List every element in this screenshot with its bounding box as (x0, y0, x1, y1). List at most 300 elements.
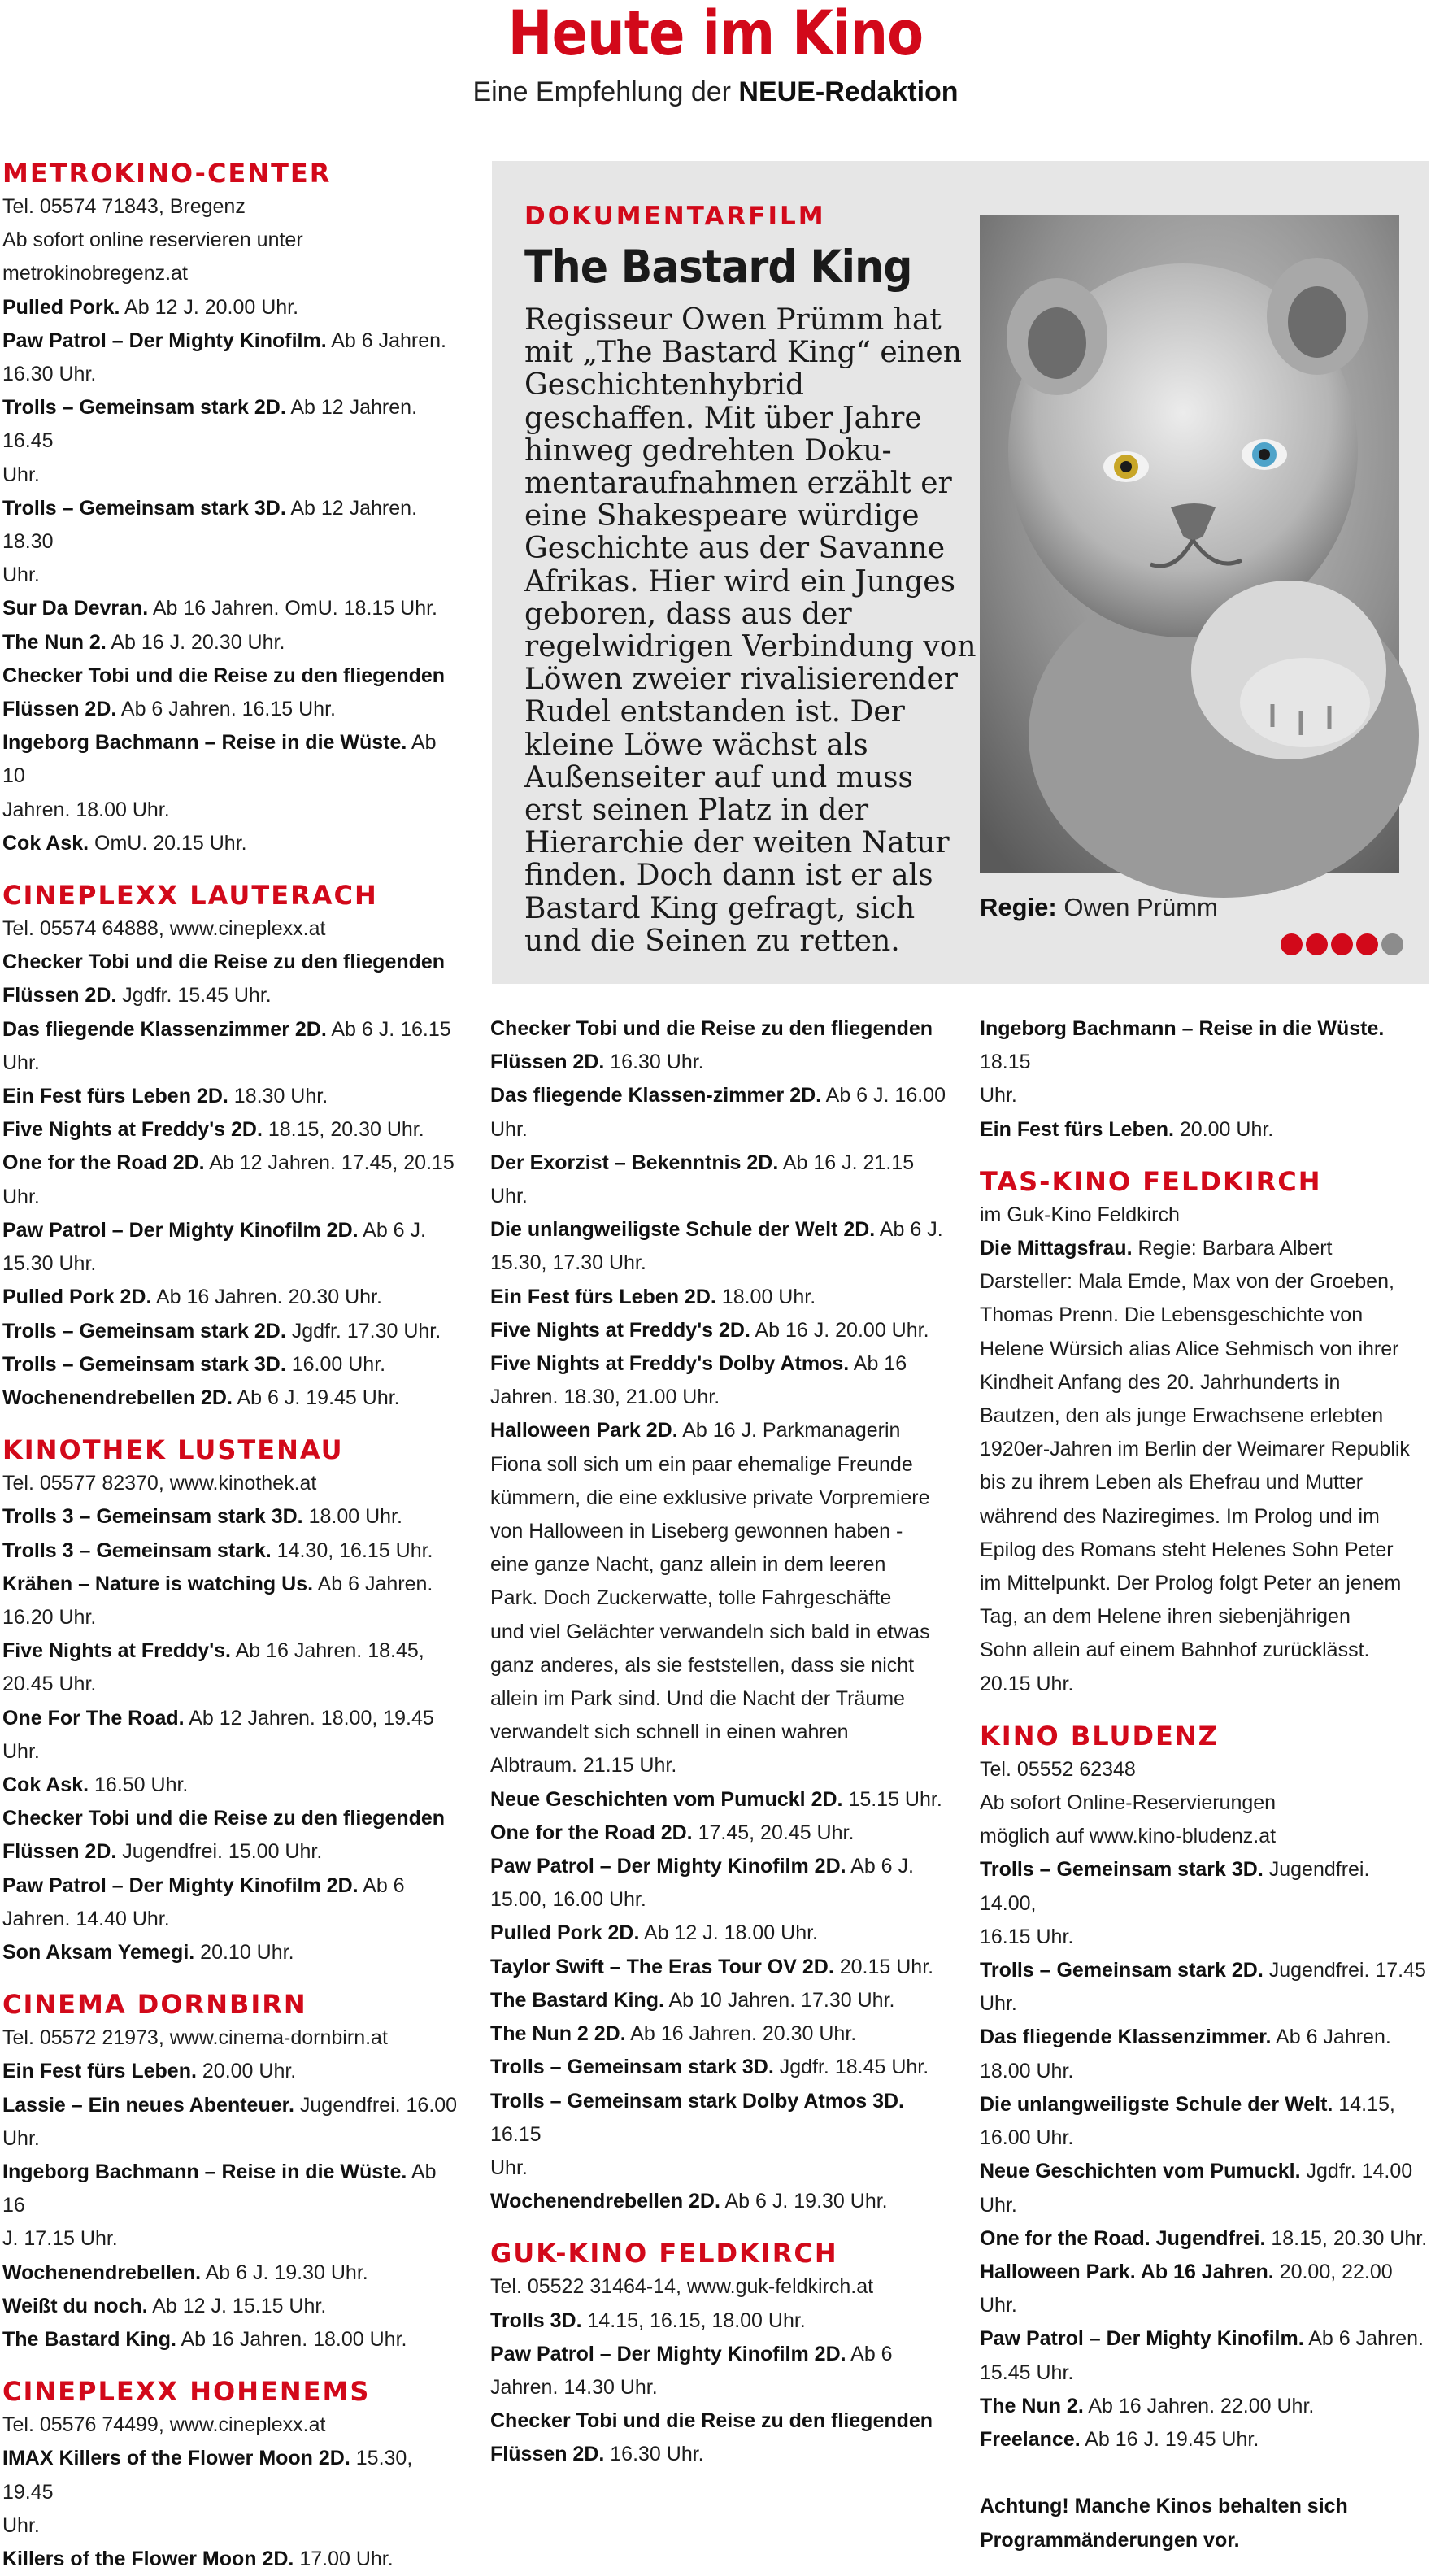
film-title: Die unlangweiligste Schule der Welt 2D. (490, 1218, 876, 1242)
listing-line (980, 2222, 1429, 2256)
listing-text: Ab sofort online reservieren unter (2, 228, 303, 252)
listing-line (490, 1749, 950, 1782)
listing-text: Jgdfr. 15.45 Uhr. (116, 984, 272, 1007)
listings-column-right (980, 1012, 1429, 2557)
listing-text: Sohn allein auf einem Bahnhof zurücklässt. (980, 1638, 1370, 1662)
listing-text: Bautzen, den als junge Erwachsene erlebten (980, 1404, 1384, 1428)
listing-line (2, 946, 458, 979)
listing-text: 20.00, 22.00 Uhr. (980, 2260, 1393, 2317)
listing-text: Ab 6 J. 19.45 Uhr. (232, 1386, 400, 1409)
listing-line (980, 2423, 1429, 2456)
listing-line (980, 1433, 1429, 1466)
listing-line (980, 1600, 1429, 1634)
listing-line (2, 592, 458, 625)
listing-text: 14.15, (1333, 2092, 1395, 2116)
listing-line (490, 2404, 950, 2438)
listing-line (980, 1921, 1429, 1954)
listing-line (490, 1414, 950, 1447)
credit-director: Owen Prümm (1056, 893, 1218, 921)
rating-dot-filled-icon (1331, 933, 1353, 955)
film-title: Die Mittagsfrau. (980, 1237, 1133, 1260)
listing-line (490, 1213, 950, 1247)
film-title: Ein Fest fürs Leben 2D. (490, 1285, 716, 1308)
film-title: Trolls – Gemeinsam stark Dolby Atmos 3D. (490, 2089, 904, 2113)
listing-line (2, 224, 458, 257)
listing-line (490, 1079, 950, 1146)
listing-line (490, 1515, 950, 1548)
page-subtitle (0, 75, 1431, 109)
listing-line (980, 1634, 1429, 1667)
film-title: Ingeborg Bachmann – Reise in die Wüste. (2, 2160, 407, 2183)
listing-text: Albtraum. 21.15 Uhr. (490, 1754, 677, 1778)
listing-line (980, 2088, 1429, 2121)
listing-line (980, 2356, 1429, 2390)
listing-line (490, 1951, 950, 1984)
listing-text: 16.50 Uhr. (89, 1773, 189, 1796)
listing-text: Ab 16 J. 20.00 Uhr. (750, 1318, 929, 1342)
listing-text: Jugendfrei. 16.00 (294, 2093, 458, 2117)
listing-text: Ab 6 Jahren. (313, 1572, 433, 1595)
listing-line (2, 726, 458, 793)
listing-line (490, 1482, 950, 1515)
listing-text: Tel. 05576 74499, www.cineplexx.at (2, 2413, 326, 2437)
film-title: Son Aksam Yemegi. (2, 1940, 195, 1964)
film-title: Checker Tobi und die Reise zu den fliegenden (2, 951, 446, 974)
listing-line (2, 659, 458, 693)
listing-text: 14.15, 16.15, 18.00 Uhr. (581, 2308, 806, 2332)
listing-text: Ab 16 J. 20.30 Uhr. (106, 630, 285, 654)
film-title: The Nun 2 2D. (490, 2022, 626, 2046)
film-title: Five Nights at Freddy's 2D. (2, 1118, 263, 1142)
film-title: Ein Fest fürs Leben 2D. (2, 1085, 228, 1108)
cinema-name: CINEMA DORNBIRN (2, 1989, 307, 2021)
listing-text: Tel. 05574 71843, Bregenz (2, 195, 246, 218)
cinema-name: GUK-KINO FELDKIRCH (490, 2238, 838, 2269)
listing-text: 18.15, 20.30 Uhr. (262, 1118, 424, 1142)
film-title: Five Nights at Freddy's. (2, 1639, 232, 1663)
listing-text: Tel. 05577 82370, www.kinothek.at (2, 1472, 317, 1495)
listing-line (2, 626, 458, 659)
film-title: Paw Patrol – Der Mighty Kinofilm 2D. (490, 1855, 846, 1878)
listing-text: Helene Würsich alias Alice Sehmisch von ihrer (980, 1337, 1399, 1360)
listing-text: Jgdfr. 18.45 Uhr. (773, 2056, 929, 2079)
film-title: Trolls – Gemeinsam stark 3D. (490, 2056, 774, 2079)
cinema-name: KINO BLUDENZ (980, 1720, 1219, 1751)
film-title: Trolls – Gemeinsam stark 2D. (2, 1319, 286, 1342)
listing-line (2, 1013, 458, 1046)
listing-line (490, 2338, 950, 2371)
listing-line (2, 693, 458, 726)
listing-line (490, 2270, 950, 2304)
listing-text: eine ganze Nacht, ganz allein in dem leeren (490, 1553, 886, 1577)
film-title: Halloween Park 2D. (490, 1419, 678, 1442)
listing-line (980, 2390, 1429, 2423)
listing-line (2, 1802, 458, 1835)
listing-text: Ab 12 Jahren. 17.45, 20.15 (204, 1151, 455, 1175)
listing-line (2, 1769, 458, 1802)
film-title: Checker Tobi und die Reise zu den fliegenden (490, 2409, 933, 2433)
listing-line (490, 1616, 950, 1649)
listing-line (2, 1147, 458, 1180)
listing-text: Ab 16 Jahren. 22.00 Uhr. (1083, 2394, 1315, 2417)
listing-line (980, 1265, 1429, 1299)
listing-text: 20.00 Uhr. (1173, 1117, 1274, 1141)
listing-line (2, 1467, 458, 1500)
listing-line (2, 1500, 458, 1534)
listing-line (490, 1582, 950, 1615)
film-title: Trolls 3D. (490, 2308, 582, 2332)
listing-line (980, 1853, 1429, 1920)
listing-line (980, 1012, 1429, 1079)
rating-dot-filled-icon (1306, 933, 1328, 955)
listing-line (490, 1448, 950, 1482)
listing-line (2, 2509, 458, 2543)
listing-text: 17.45, 20.45 Uhr. (692, 1821, 855, 1844)
listing-text: Ab 16 Jahren. OmU. 18.15 Uhr. (148, 597, 437, 620)
film-title: Five Nights at Freddy's Dolby Atmos. (490, 1352, 850, 1376)
film-title: The Nun 2. (980, 2394, 1084, 2417)
listing-line (490, 2051, 950, 2084)
listing-text: 16.30 Uhr. (2, 363, 97, 386)
cinema-name: CINEPLEXX HOHENEMS (2, 2376, 371, 2408)
film-title: Wochenendrebellen. (2, 2261, 202, 2284)
listing-line (980, 1299, 1429, 1332)
listing-text: Ab 6 J. 19.30 Uhr. (720, 2190, 888, 2213)
listing-text: metrokinobregenz.at (2, 262, 188, 285)
film-title: One for the Road. Jugendfrei. (980, 2226, 1266, 2250)
film-title: Flüssen 2D. (490, 2443, 605, 2466)
listing-line (980, 1232, 1429, 1265)
subtitle-prefix: Eine Empfehlung der (472, 76, 739, 107)
featured-description: Regisseur Owen Prümm hat mit „The Bastard King“ einen Geschichtenhybrid geschaffen. Mit über Jahre hinweg gedrehten Dokumentaraufnahmen erzählt er eine Shakespeare würdige Geschichte aus der Savanne Afrikas. Hier wird ein Junges geboren, dass aus der regelwidrigen Verbindung von Löwen zweier rivalisierender Rudel entstanden ist. Der kleine Löwe wächst als Außenseiter auf und muss erst seinen Platz in der Hierarchie der weiten Natur finden. Doch dann ist er als Bastard King gefragt, sich und die Seinen zu retten. (524, 303, 976, 958)
listing-line (980, 1668, 1429, 1701)
listing-line (2, 1869, 458, 1903)
rating-dot-filled-icon (1281, 933, 1303, 955)
listing-text: J. 17.15 Uhr. (2, 2227, 118, 2251)
listing-line (980, 1466, 1429, 1499)
listing-text: Ab 16 Jahren. 18.00 Uhr. (176, 2327, 407, 2351)
listing-line (980, 1534, 1429, 1567)
listing-text: Ab 16 Jahren. 18.45, (231, 1639, 424, 1663)
listing-line (980, 1199, 1429, 1232)
film-title: Ein Fest fürs Leben. (2, 2060, 197, 2083)
listing-line (490, 2438, 950, 2471)
film-title: Ingeborg Bachmann – Reise in die Wüste. (980, 1017, 1385, 1040)
listing-line (490, 1247, 950, 1280)
listing-line (980, 1500, 1429, 1534)
listing-line (490, 1783, 950, 1817)
listing-line (980, 1567, 1429, 1600)
listing-text: 15.15 Uhr. (842, 1787, 942, 1811)
listing-text: 20.15 Uhr. (833, 1955, 934, 1978)
listing-line (2, 391, 458, 458)
listing-text: 16.30 Uhr. (604, 1051, 704, 1074)
rating-dot-empty-icon (1381, 933, 1403, 955)
listing-line (2, 2222, 458, 2256)
listing-text: und viel Gelächter verwandeln sich bald in etwas (490, 1620, 930, 1643)
film-title: Checker Tobi und die Reise zu den fliegenden (2, 664, 446, 687)
listing-text: 14.30, 16.15 Uhr. (271, 1538, 433, 1562)
listing-line (2, 1348, 458, 1382)
listing-line (980, 2322, 1429, 2356)
listing-text: Ab 6 J. 16.00 Uhr. (490, 1084, 946, 1141)
film-title: One For The Road. (2, 1706, 185, 1730)
listing-line (2, 1634, 458, 1668)
listing-line (980, 1113, 1429, 1147)
film-title: Killers of the Flower Moon 2D. (2, 2548, 294, 2570)
listing-line (2, 257, 458, 290)
cinema-name: TAS-KINO FELDKIRCH (980, 1165, 1322, 1197)
listing-text: Ab 12 Jahren. 16.45 (2, 396, 418, 453)
film-title: Neue Geschichten vom Pumuckl. (980, 2160, 1301, 2183)
film-title: Das fliegende Klassen-zimmer 2D. (490, 1084, 822, 1107)
listing-line (2, 827, 458, 860)
listing-text: 16.15 Uhr. (980, 1925, 1074, 1948)
rating-dot-filled-icon (1356, 933, 1378, 955)
listing-text: Ab 6 (846, 2342, 893, 2365)
listings-column-left (2, 156, 458, 2576)
listing-text: 18.15, 20.30 Uhr. (1265, 2226, 1428, 2250)
listing-line (2, 1181, 458, 1214)
listing-text: Uhr. (2, 1051, 40, 1074)
listing-text: 15.45 Uhr. (980, 2361, 1074, 2384)
listing-text: Ab 12 J. 20.00 Uhr. (120, 295, 299, 319)
listing-line (980, 2490, 1429, 2523)
listing-line (2, 1281, 458, 1314)
listing-line (980, 2524, 1429, 2557)
listing-text: Uhr. (980, 1992, 1017, 2016)
film-title: Flüssen 2D. (490, 1051, 605, 1074)
listing-text: Kindheit Anfang des 20. Jahrhunderts in (980, 1370, 1341, 1394)
listing-line (490, 1883, 950, 1917)
listing-line (2, 1936, 458, 1969)
listing-line (980, 1366, 1429, 1399)
listing-text: 20.00 Uhr. (196, 2060, 297, 2083)
listing-line (980, 1399, 1429, 1433)
listing-text: im Guk-Kino Feldkirch (980, 1203, 1180, 1226)
listing-line (490, 2017, 950, 2051)
listing-text: kümmern, die eine exklusive private Vorpremiere (490, 1486, 930, 1509)
film-title: Halloween Park. Ab 16 Jahren. (980, 2260, 1274, 2283)
film-title: Flüssen 2D. (2, 698, 117, 721)
film-title: Lassie – Ein neues Abenteuer. (2, 2093, 294, 2117)
film-title: Checker Tobi und die Reise zu den fliegenden (490, 1017, 933, 1040)
listing-text: Jgdfr. 14.00 Uhr. (980, 2160, 1413, 2217)
cinema-name: CINEPLEXX LAUTERACH (2, 880, 378, 912)
listing-line (490, 1850, 950, 1883)
listing-text: 16.00 Uhr. (980, 2126, 1074, 2150)
listing-text: Tel. 05522 31464-14, www.guk-feldkirch.at (490, 2275, 874, 2299)
listing-line (490, 1147, 950, 1213)
listing-line (2, 459, 458, 492)
listing-text: 16.00 Uhr. (285, 1352, 386, 1376)
listing-line (980, 2021, 1429, 2054)
listing-text: 17.00 Uhr. (294, 2548, 394, 2570)
film-title: Die unlangweiligste Schule der Welt. (980, 2092, 1333, 2116)
film-title: One for the Road 2D. (2, 1151, 205, 1175)
film-title: Paw Patrol – Der Mighty Kinofilm. (2, 329, 327, 352)
listing-line (980, 1753, 1429, 1786)
film-title: Programmänderungen vor. (980, 2528, 1240, 2552)
listing-text: Ab 6 Jahren. (1271, 2026, 1391, 2049)
listing-text: 18.00 Uhr. (980, 2059, 1074, 2082)
listing-line (2, 2089, 458, 2122)
film-title: Checker Tobi und die Reise zu den fliegenden (2, 1807, 446, 1830)
listing-text: Ab 6 Jahren. 16.15 Uhr. (116, 698, 336, 721)
cinema-name: KINOTHEK LUSTENAU (2, 1434, 344, 1466)
film-title: Trolls 3 – Gemeinsam stark 3D. (2, 1505, 303, 1529)
listing-text: Jugendfrei. 14.00, (980, 1858, 1370, 1915)
listing-text: Uhr. (490, 2156, 528, 2179)
listing-text: 15.00, 16.00 Uhr. (490, 1888, 646, 1912)
subtitle-publisher: NEUE-Redaktion (738, 76, 959, 107)
listing-text: ganz anderes, als sie feststellen, dass sie nicht (490, 1653, 915, 1677)
film-title: Pulled Pork 2D. (2, 1286, 152, 1309)
listing-line (490, 1314, 950, 1347)
listing-line (2, 1668, 458, 1701)
listing-line (490, 2304, 950, 2338)
listing-text: Ab 6 Jahren. (1303, 2327, 1424, 2351)
listing-line (2, 291, 458, 324)
listing-text: Park. Doch Zuckerwatte, tolle Fahrgeschäfte (490, 1586, 892, 1610)
listing-text: Regie: Barbara Albert (1132, 1237, 1333, 1260)
film-title: Trolls – Gemeinsam stark 2D. (980, 1959, 1264, 1982)
listing-line (980, 2121, 1429, 2155)
film-title: Taylor Swift – The Eras Tour OV 2D. (490, 1955, 834, 1978)
listing-line (490, 2185, 950, 2218)
film-title: Neue Geschichten vom Pumuckl 2D. (490, 1787, 843, 1811)
listing-text: Ab 6 J. 19.30 Uhr. (201, 2261, 368, 2284)
listing-text: Ab 6 Jahren. (326, 329, 446, 352)
listing-line (2, 2543, 458, 2576)
listing-line (2, 190, 458, 224)
listing-line (2, 559, 458, 592)
listing-line (490, 1817, 950, 1850)
listing-line (2, 2442, 458, 2509)
featured-director-credit (980, 893, 1218, 922)
listing-line (2, 2408, 458, 2442)
film-title: Five Nights at Freddy's 2D. (490, 1318, 750, 1342)
listing-text: Ab 12 Jahren. 18.30 (2, 496, 418, 554)
listing-text: 16.30 Uhr. (604, 2443, 704, 2466)
listing-line (2, 2156, 458, 2222)
film-title: Pulled Pork. (2, 295, 120, 319)
film-title: The Nun 2. (2, 630, 107, 654)
film-title: Cok Ask. (2, 831, 89, 855)
listing-text: 20.15 Uhr. (980, 1672, 1074, 1695)
listings-column-middle (490, 1012, 950, 2472)
listing-line (490, 2371, 950, 2404)
film-title: Sur Da Devran. (2, 597, 149, 620)
listing-text: Epilog des Romans steht Helenes Sohn Peter (980, 1538, 1394, 1561)
listing-line (2, 1046, 458, 1080)
listing-line (2, 2122, 458, 2156)
listing-text: Tel. 05552 62348 (980, 1757, 1136, 1781)
listing-line (490, 1682, 950, 1716)
listing-text: 15.30, 19.45 (2, 2447, 413, 2504)
listing-line (490, 1548, 950, 1582)
listing-text: 20.45 Uhr. (2, 1673, 97, 1696)
listing-text: Ab 16 J. 19.45 Uhr. (1080, 2427, 1259, 2451)
listing-text: Tel. 05574 64888, www.cineplexx.at (2, 917, 326, 941)
listing-text: Ab 10 (2, 731, 437, 788)
listing-line (2, 2323, 458, 2356)
listing-line (490, 1917, 950, 1950)
listing-line (2, 2256, 458, 2290)
listing-line (2, 2290, 458, 2323)
film-title: Paw Patrol – Der Mighty Kinofilm 2D. (490, 2342, 846, 2365)
listing-text: 18.00 Uhr. (716, 1285, 816, 1308)
listing-text: während des Naziregimes. Im Prolog und im (980, 1504, 1380, 1528)
listing-line (2, 1601, 458, 1634)
film-title: Flüssen 2D. (2, 984, 117, 1007)
listing-line (490, 1046, 950, 1079)
listing-text: Tag, an dem Helene ihren siebenjährigen (980, 1605, 1351, 1629)
listing-text: 18.15 (980, 1051, 1031, 1074)
listing-text: Ab 10 Jahren. 17.30 Uhr. (663, 1988, 895, 2012)
listing-text: 15.30, 17.30 Uhr. (490, 1251, 646, 1275)
listing-line (2, 492, 458, 559)
film-title: Achtung! Manche Kinos behalten sich (980, 2495, 1348, 2518)
listing-text: Jahren. 18.30, 21.00 Uhr. (490, 1386, 720, 1409)
film-title: Trolls – Gemeinsam stark 3D. (2, 496, 286, 520)
listing-line (2, 1214, 458, 1247)
film-title: Flüssen 2D. (2, 1840, 117, 1864)
listing-line (980, 1333, 1429, 1366)
listing-line (490, 2152, 950, 2185)
listing-text: Ab 6 J. (846, 1855, 914, 1878)
lion-cub-photo-icon (980, 215, 1399, 873)
film-title: Trolls – Gemeinsam stark 3D. (980, 1858, 1264, 1882)
listing-line (2, 1382, 458, 1415)
film-title: The Bastard King. (2, 2327, 176, 2351)
listing-text: Jugendfrei. 15.00 Uhr. (116, 1840, 323, 1864)
featured-genre: DOKUMENTARFILM (524, 202, 826, 231)
listing-line (490, 1716, 950, 1749)
film-title: Das fliegende Klassenzimmer 2D. (2, 1017, 327, 1041)
listing-text: Uhr. (980, 1084, 1017, 1107)
listing-line (980, 2456, 1429, 2490)
listing-text: Jahren. 14.40 Uhr. (2, 1907, 170, 1930)
listing-line (2, 358, 458, 391)
listing-text: von Halloween in Liseberg gewonnen haben - (490, 1520, 903, 1543)
listing-text: Ab 16 (849, 1352, 907, 1376)
film-title: Wochenendrebellen 2D. (2, 1386, 233, 1409)
listing-line (490, 2085, 950, 2152)
listing-text: Ab sofort Online-Reservierungen (980, 1791, 1277, 1815)
listing-line (2, 324, 458, 358)
listing-line (2, 1534, 458, 1568)
listing-text: Ab 16 (2, 2160, 437, 2217)
listing-line (2, 794, 458, 827)
listing-text: OmU. 20.15 Uhr. (89, 831, 247, 855)
listing-line (980, 1079, 1429, 1112)
listing-text: Ab 12 J. 18.00 Uhr. (639, 1921, 818, 1945)
listing-line (490, 1281, 950, 1314)
listing-text: 15.30 Uhr. (2, 1252, 97, 1276)
credit-label: Regie: (980, 893, 1057, 921)
listing-text: Ab 16 J. Parkmanagerin (677, 1419, 901, 1442)
listing-text: Jahren. 14.30 Uhr. (490, 2375, 658, 2399)
listing-text: 20.10 Uhr. (194, 1940, 294, 1964)
listing-line (490, 1381, 950, 1414)
listing-text: Ab 6 J. (358, 1218, 426, 1242)
film-title: Cok Ask. (2, 1773, 89, 1796)
listing-text: Uhr. (2, 2513, 40, 2537)
film-title: Trolls 3 – Gemeinsam stark. (2, 1538, 272, 1562)
listing-line (2, 1835, 458, 1869)
film-title: Paw Patrol – Der Mighty Kinofilm 2D. (2, 1218, 359, 1242)
